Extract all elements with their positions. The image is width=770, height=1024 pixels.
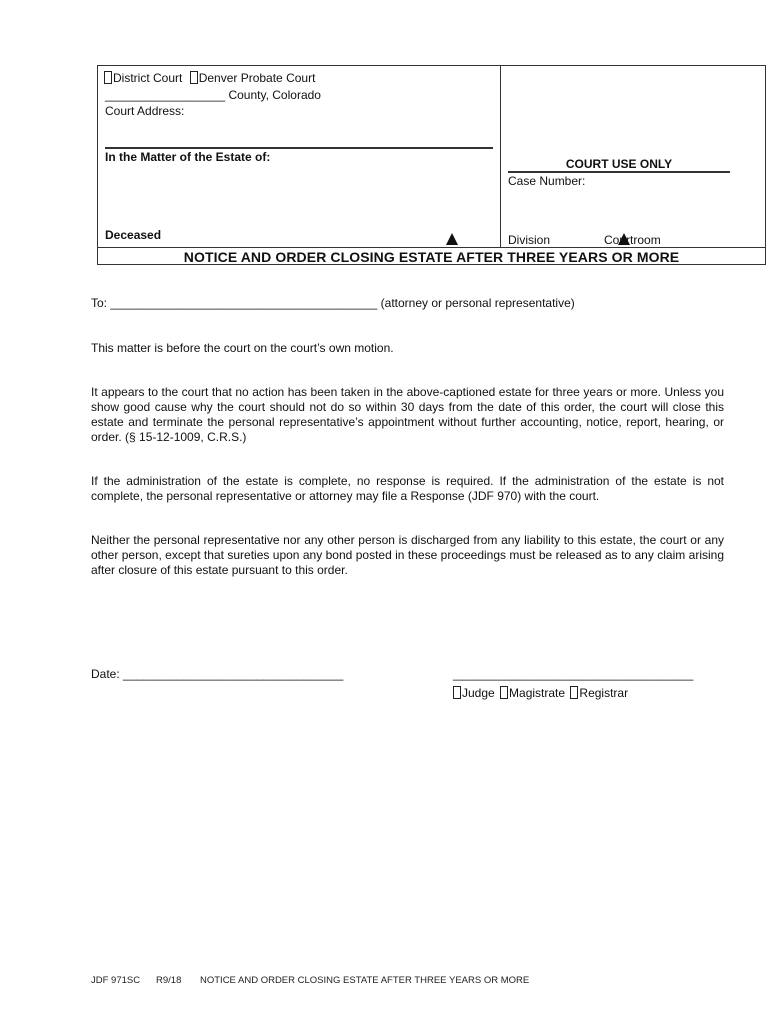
judge-label: Judge [462,686,495,700]
registrar-checkbox[interactable] [570,686,578,699]
date-label: Date: [91,667,120,681]
triangle-marker-icon [446,233,458,245]
court-use-divider [508,171,730,173]
footer-form-code: JDF 971SC [91,975,141,986]
date-row [91,667,343,681]
caption-divider [105,147,493,149]
paragraph-administration: If the administration of the estate is complete, no response is required. If the administration of the estate is not complete, the personal representative or attorney may file a Response (JDF 970) with the court. [91,474,724,503]
matter-label: In the Matter of the Estate of: [105,150,271,164]
deceased-label: Deceased [105,228,162,242]
district-court-checkbox[interactable] [104,71,112,84]
case-number-label: Case Number: [508,174,586,188]
triangle-marker-icon [618,233,630,245]
footer-revision: R9/18 [156,975,182,986]
paragraph-no-action: It appears to the court that no action has been taken in the above-captioned estate for three years or more. Unless you show good cause why the court should not do so within 30 days from the date of this order, the court will close this estate and terminate the personal representative’s appointment without further accounting, notice, report, hearing, or order. (§ 15-12-1009, C.R.S.) [91,385,724,444]
court-address-label: Court Address: [105,104,185,118]
to-line [91,296,575,310]
registrar-label: Registrar [579,686,629,700]
signer-role-row [453,686,628,700]
courtroom-label: Courtroom [604,233,661,247]
court-caption-box [97,65,766,265]
magistrate-label: Magistrate [509,686,566,700]
date-field[interactable]: _________________________________ [123,667,344,681]
denver-probate-label: Denver Probate Court [198,71,316,85]
court-type-row [104,71,315,85]
recipient-field[interactable]: ________________________________________ [110,296,378,310]
magistrate-checkbox[interactable] [500,686,508,699]
form-title: NOTICE AND ORDER CLOSING ESTATE AFTER THREE YEARS OR MORE [183,249,680,265]
district-court-label: District Court [113,71,183,85]
county-line[interactable]: __________________ County, Colorado [105,88,321,102]
division-label: Division [508,233,551,247]
recipient-hint: (attorney or personal representative) [380,296,575,310]
denver-probate-checkbox[interactable] [190,71,198,84]
footer-form-title: NOTICE AND ORDER CLOSING ESTATE AFTER THREE YEARS OR MORE [200,975,530,986]
court-use-only-label: COURT USE ONLY [565,157,673,171]
caption-left-panel [98,66,501,247]
judge-checkbox[interactable] [453,686,461,699]
signature-line[interactable]: ____________________________________ [453,667,694,681]
paragraph-liability: Neither the personal representative nor any other person is discharged from any liability to this estate, the court or any other person, except that sureties upon any bond posted in these proceedings must be released as to any claim arising after closure of this estate pursuant to this order. [91,533,724,577]
to-label: To: [91,296,108,310]
paragraph-motion: This matter is before the court on the court’s own motion. [91,341,394,355]
caption-title-divider [98,247,765,248]
